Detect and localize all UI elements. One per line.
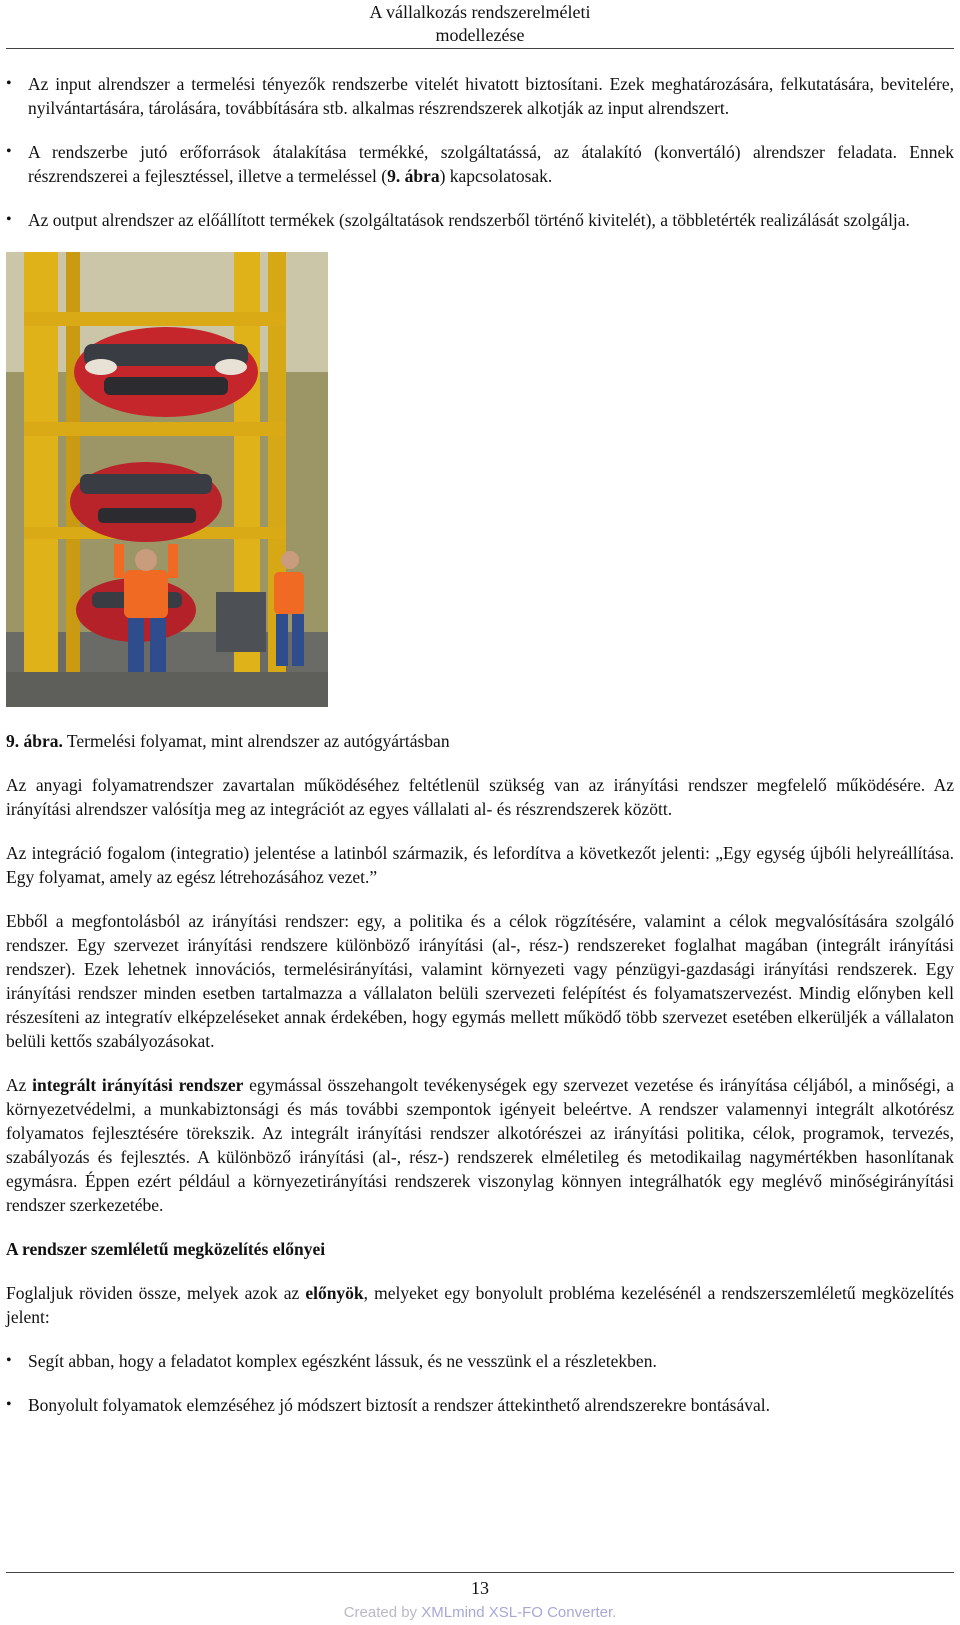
section-heading: A rendszer szemléletű megközelítés előnyei <box>6 1239 326 1259</box>
bullet-list-subsystems <box>6 72 954 232</box>
header-title-line1: A vállalkozás rendszerelméleti <box>369 2 591 22</box>
list-item: • Az input alrendszer a termelési tényezők rendszerbe vitelét hivatott biztosítani. Ezek meghatározására, felkutatására, bevitelére, nyilvántartására, tárolására, továbbítására stb. alkalmas részrendszerek alkotják az input alrendszert. <box>6 72 954 120</box>
list-item <box>6 140 954 188</box>
list-item: • Az output alrendszer az előállított termékek (szolgáltatások rendszerből történő kivitelét), a többletérték realizálását szolgálja. <box>6 208 954 232</box>
watermark-suffix: . <box>612 1604 617 1621</box>
footer-divider <box>6 1572 954 1573</box>
list-item-text: A rendszerbe jutó erőforrások átalakítása termékké, szolgáltatássá, az átalakító (konvertáló) alrendszer feladata. Ennek részrendszerei a fejlesztéssel, illetve a termeléssel ( <box>28 142 954 186</box>
paragraph-text: , melyeket egy bonyolult probléma kezelésénél a rendszerszemléletű megközelítés jelent: <box>6 1283 954 1327</box>
bold-term: integrált irányítási rendszer <box>32 1075 244 1095</box>
list-item: • Bonyolult folyamatok elemzéséhez jó módszert biztosít a rendszer áttekinthető alrendszerekre bontásával. <box>6 1393 954 1417</box>
header-title-line2: modellezése <box>435 25 525 45</box>
paragraph-integration-definition: Az integráció fogalom (integratio) jelentése a latinból származik, és lefordítva a következőt jelenti: „Egy egység újbóli helyreállítása. Egy folyamat, amely az egész létrehozásához vezet.” <box>6 843 954 887</box>
page-content <box>6 72 954 1437</box>
paragraph-control-system: Az anyagi folyamatrendszer zavartalan működéséhez feltétlenül szükség van az irányítási rendszer megfelelő működésére. Az irányítási alrendszer valósítja meg az integrációt az egyes vállalati al- és részrendszerek között. <box>6 775 954 819</box>
figure-caption <box>6 729 954 753</box>
header-divider <box>6 48 954 49</box>
document-page <box>6 0 954 1624</box>
generator-watermark <box>6 1601 954 1625</box>
car-assembly-photo <box>6 252 328 707</box>
list-item-text: ) kapcsolatosak. <box>439 166 553 186</box>
watermark-link[interactable]: XMLmind XSL-FO Converter <box>421 1604 613 1621</box>
figure-caption-number: 9. ábra. <box>6 731 63 751</box>
paragraph-text: egymással összehangolt tevékenységek egy szervezet vezetése és irányítása céljából, a minőségi, a környezetvédelmi, a munkabiztonsági és más további szempontok igényeit beleértve. A rendszer valamennyi integrált alkotórész folyamatos fejlesztésére törekszik. Az integrált irányítási rendszer alkotórészei az irányítási politika, célok, programok, tervezés, szabályozás és fejlesztés. A különböző irányítási (al-, rész-) rendszerek elméletileg és metodikailag nagymértékben hasonlítanak egymásra. Éppen ezért például a környezetirányítási rendszerek viszonylag könnyen integrálhatók egy meglévő minőségirányítási rendszer szerkezetébe. <box>6 1075 954 1215</box>
watermark-prefix: Created by <box>343 1604 422 1621</box>
car-assembly-illustration <box>6 252 328 707</box>
paragraph-advantages-intro <box>6 1281 954 1329</box>
bullet-list-advantages <box>6 1349 954 1417</box>
figure-reference: 9. ábra <box>387 166 440 186</box>
paragraph-text: Az <box>6 1075 33 1095</box>
paragraph-text: Foglaljuk röviden össze, melyek azok az <box>6 1283 306 1303</box>
running-header <box>6 0 954 48</box>
bold-term: előnyök <box>305 1283 364 1303</box>
list-item: • Segít abban, hogy a feladatot komplex egészként lássuk, és ne vesszünk el a részletekben. <box>6 1349 954 1373</box>
paragraph-control-system-detail: Ebből a megfontolásból az irányítási rendszer: egy, a politika és a célok rögzítésére, valamint a célok megvalósítására szolgáló rendszer. Egy szervezet irányítási rendszere különböző irányítási (al-, rész-) rendszereket foglalhat magában (integrált irányítási rendszer). Ezek lehetnek innovációs, termelésirányítási, valamint környezeti vagy pénzügyi-gazdasági irányítási rendszerek. Egy irányítási rendszer minden esetben tartalmazza a vállalaton belüli szervezeti felépítést és folyamatszervezést. Mindig előnyben kell részesíteni az integratív elképzeléseket annak érdekében, hogy egymás mellett működő több szervezet esetében elkerüljék a vállalaton belüli kettős szabályozásokat. <box>6 911 954 1051</box>
paragraph-integrated-system <box>6 1073 954 1217</box>
figure-caption-text: Termelési folyamat, mint alrendszer az autógyártásban <box>62 731 450 751</box>
page-number: 13 <box>471 1578 489 1598</box>
